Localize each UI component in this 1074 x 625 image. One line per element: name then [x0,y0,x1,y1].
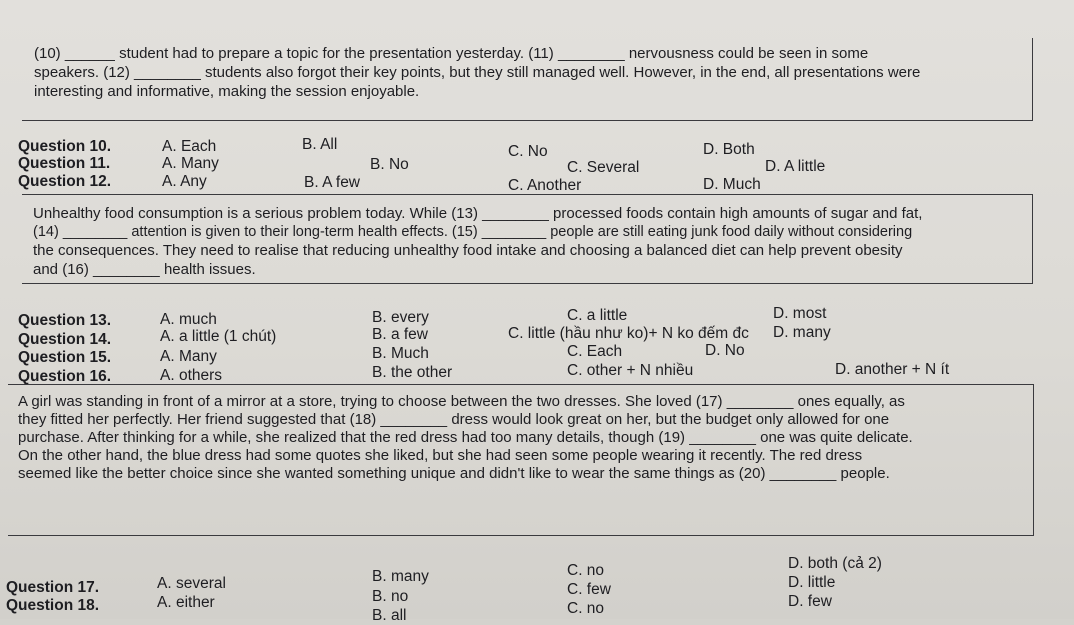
question-10-option-c: C. No [508,143,548,160]
passage-2-line-2: (14) ________ attention is given to their long-term health effects. (15) ________ people are still eating junk food daily without considering [33,224,913,240]
question-16-option-d: D. another + N ít [835,361,950,378]
question-14-option-b: B. a few [372,326,428,343]
question-10-option-b: B. All [302,136,338,153]
question-17-option-c: C. no [567,562,605,579]
question-11-option-d: D. A little [765,158,826,175]
question-12-option-c: C. Another [508,177,582,194]
question-18-option-d: D. little [788,574,836,591]
question-19-option-c: C. no [567,600,605,617]
question-15-option-d: D. No [705,342,745,359]
passage-2-line-4: and (16) ________ health issues. [33,261,256,278]
question-18-option-c: C. few [567,581,611,598]
question-15-label: Question 15. [18,349,112,366]
question-16-option-a: A. others [160,367,223,384]
question-18-option-a: A. either [157,594,215,611]
question-10-label: Question 10. [18,138,112,155]
question-11-option-a: A. Many [162,155,219,172]
question-13-option-a: A. much [160,311,217,328]
question-11-label: Question 11. [18,155,111,172]
passage-3-line-1: A girl was standing in front of a mirror at a store, trying to choose between the two dresses. She loved (17) ________ ones equally, as [18,393,905,410]
question-17-option-b: B. many [372,568,429,585]
passage-2-line-1: Unhealthy food consumption is a serious problem today. While (13) ________ processed foods contain high amounts of sugar and fat, [33,205,923,222]
question-13-option-c: C. a little [567,307,628,324]
question-10-option-d: D. Both [703,141,755,158]
passage-3-line-5: seemed like the better choice since she wanted something unique and didn't like to wear the same things as (20) ________ people. [18,465,890,482]
passage-1-line-3: interesting and informative, making the session enjoyable. [34,83,420,100]
question-17-label: Question 17. [6,579,100,596]
question-10-option-a: A. Each [162,138,217,155]
question-19-option-d: D. few [788,593,832,610]
question-13-option-b: B. every [372,309,429,326]
question-19-option-b: B. all [372,607,407,624]
question-12-option-d: D. Much [703,176,761,193]
question-18-label: Question 18. [6,597,100,614]
passage-2-line-3: the consequences. They need to realise that reducing unhealthy food intake and choosing a balanced diet can help prevent obesity [33,242,903,259]
question-11-option-c: C. Several [567,159,640,176]
question-15-option-b: B. Much [372,345,429,362]
passage-1-line-1: (10) ______ student had to prepare a topic for the presentation yesterday. (11) ________ nervousness could be seen in some [34,45,869,62]
question-12-option-a: A. Any [162,173,207,190]
question-15-option-a: A. Many [160,348,217,365]
question-12-label: Question 12. [18,173,112,190]
question-14-label: Question 14. [18,331,112,348]
question-18-option-b: B. no [372,588,409,605]
question-13-label: Question 13. [18,312,112,329]
question-13-option-d: D. most [773,305,827,322]
question-16-option-c: C. other + N nhiều [567,362,694,379]
question-14-option-a: A. a little (1 chút) [160,328,277,345]
question-12-option-b: B. A few [304,174,361,191]
passage-3-line-3: purchase. After thinking for a while, she realized that the red dress had too many details, though (19) ________ one was quite delicate. [18,429,913,446]
question-14-option-d: D. many [773,324,831,341]
question-16-option-b: B. the other [372,364,453,381]
question-16-label: Question 16. [18,368,112,385]
question-15-option-c: C. Each [567,343,623,360]
question-14-option-c: C. little (hầu như ko)+ N ko đếm đc [508,325,749,342]
passage-1-line-2: speakers. (12) ________ students also forgot their key points, but they still managed well. However, in the end, all presentations were [34,64,921,81]
question-17-option-a: A. several [157,575,226,592]
passage-3-line-2: they fitted her perfectly. Her friend suggested that (18) ________ dress would look great on her, but the budget only allowed for one [18,411,890,428]
question-17-option-d: D. both (cả 2) [788,555,882,572]
question-11-option-b: B. No [370,156,409,173]
passage-3-line-4: On the other hand, the blue dress had some quotes she liked, but she had seen some people wearing it recently. The red dress [18,447,863,464]
